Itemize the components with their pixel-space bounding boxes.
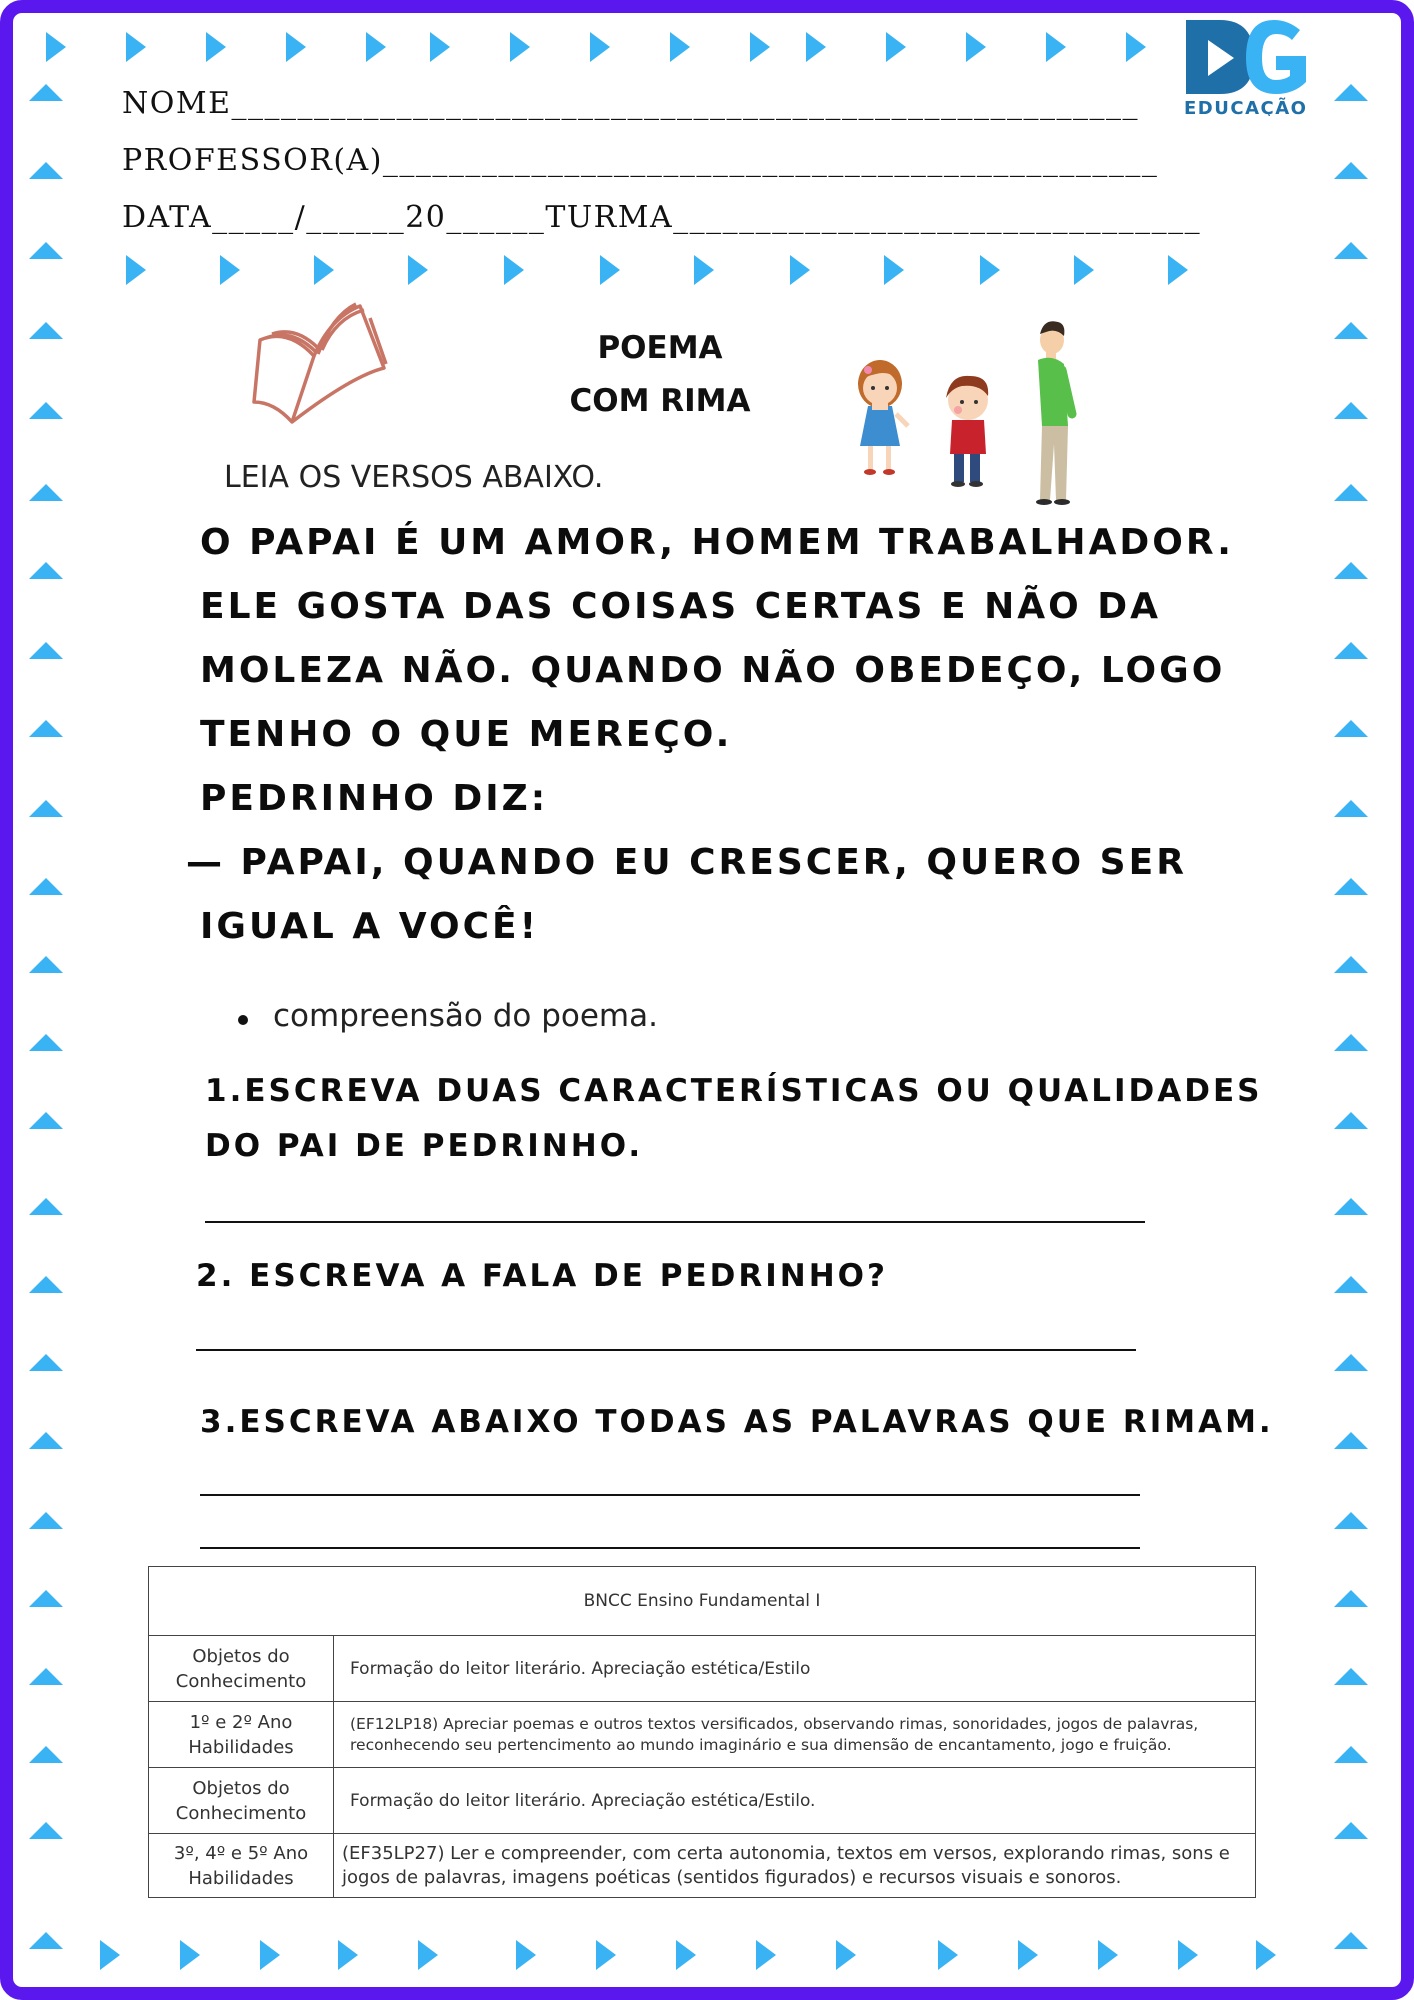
triangle-right-icon (220, 255, 240, 285)
triangle-up-icon (29, 956, 63, 973)
triangle-up-icon (1334, 484, 1368, 501)
triangle-right-icon (1074, 255, 1094, 285)
triangle-up-icon (1334, 162, 1368, 179)
triangle-right-icon (694, 255, 714, 285)
triangle-up-icon (29, 322, 63, 339)
triangle-up-icon (1334, 1668, 1368, 1685)
triangle-right-icon (884, 255, 904, 285)
bncc-row-4-text: (EF35LP27) Ler e compreender, com certa autonomia, textos em versos, explorando rimas, sons e jogos de palavras, imagens poéticas (sentidos figurados) e recursos visuais e sonoros. (334, 1834, 1256, 1898)
triangle-right-icon (600, 255, 620, 285)
triangle-right-icon (886, 32, 906, 62)
triangle-right-icon (100, 1940, 120, 1970)
triangle-up-icon (1334, 1590, 1368, 1607)
triangle-up-icon (29, 1354, 63, 1371)
triangle-right-icon (504, 255, 524, 285)
triangle-up-icon (1334, 1034, 1368, 1051)
triangle-right-icon (516, 1940, 536, 1970)
bncc-row-3-label: Objetos do Conhecimento (149, 1768, 334, 1834)
triangle-right-icon (430, 32, 450, 62)
triangle-right-icon (590, 32, 610, 62)
bullet-text: compreensão do poema. (273, 998, 658, 1034)
triangle-right-icon (1098, 1940, 1118, 1970)
triangle-up-icon (29, 800, 63, 817)
triangle-right-icon (366, 32, 386, 62)
triangle-right-icon (1178, 1940, 1198, 1970)
instruction-text: LEIA OS VERSOS ABAIXO. (224, 460, 604, 495)
triangle-right-icon (1018, 1940, 1038, 1970)
triangle-up-icon (1334, 562, 1368, 579)
triangle-right-icon (750, 32, 770, 62)
triangle-up-icon (1334, 1198, 1368, 1215)
triangle-right-icon (418, 1940, 438, 1970)
answer-line-4[interactable] (200, 1547, 1140, 1549)
triangle-right-icon (756, 1940, 776, 1970)
triangle-up-icon (29, 1668, 63, 1685)
bncc-row-4-label: 3º, 4º e 5º Ano Habilidades (149, 1834, 334, 1898)
triangle-right-icon (338, 1940, 358, 1970)
triangle-right-icon (46, 32, 66, 62)
triangle-right-icon (1256, 1940, 1276, 1970)
question-3: 3.ESCREVA ABAIXO TODAS AS PALAVRAS QUE RIMAM. (200, 1404, 1274, 1440)
triangle-up-icon (29, 1822, 63, 1839)
triangle-right-icon (206, 32, 226, 62)
triangle-up-icon (1334, 1276, 1368, 1293)
open-book-icon (252, 298, 388, 424)
triangle-right-icon (938, 1940, 958, 1970)
triangle-right-icon (806, 32, 826, 62)
triangle-up-icon (1334, 84, 1368, 101)
boy-figure (946, 376, 988, 487)
triangle-right-icon (314, 255, 334, 285)
bncc-table (148, 1566, 1256, 1898)
bullet-dot (238, 1015, 248, 1025)
bncc-row-1-label: Objetos do Conhecimento (149, 1636, 334, 1702)
triangle-right-icon (1126, 32, 1146, 62)
bncc-row-2-label: 1º e 2º Ano Habilidades (149, 1702, 334, 1768)
question-1-line-2: DO PAI DE PEDRINHO. (205, 1128, 644, 1164)
question-2: 2. ESCREVA A FALA DE PEDRINHO? (196, 1258, 889, 1294)
triangle-up-icon (29, 242, 63, 259)
triangle-up-icon (29, 1432, 63, 1449)
name-field[interactable]: NOME_______________________________________________________ (122, 86, 1139, 121)
father-figure (1036, 321, 1072, 505)
triangle-up-icon (1334, 1112, 1368, 1129)
triangle-up-icon (29, 1512, 63, 1529)
bncc-row-3-text: Formação do leitor literário. Apreciação estética/Estilo. (334, 1768, 1256, 1834)
bncc-row-2-text: (EF12LP18) Apreciar poemas e outros textos versificados, observando rimas, sonoridades, jogos de palavras, reconhecendo seu pertencimento ao mundo imaginário e sua dimensão de encantamento, jogo e fruição. (334, 1702, 1256, 1768)
triangle-up-icon (29, 1198, 63, 1215)
poem-line-2: ELE GOSTA DAS COISAS CERTAS E NÃO DA (200, 586, 1161, 627)
triangle-right-icon (790, 255, 810, 285)
logo-subtitle: EDUCAÇÃO (1184, 98, 1308, 116)
triangle-up-icon (1334, 402, 1368, 419)
bncc-row-1-text: Formação do leitor literário. Apreciação estética/Estilo (334, 1636, 1256, 1702)
triangle-right-icon (980, 255, 1000, 285)
poem-line-4: TENHO O QUE MEREÇO. (200, 714, 733, 755)
triangle-up-icon (1334, 1354, 1368, 1371)
triangle-right-icon (126, 255, 146, 285)
triangle-right-icon (260, 1940, 280, 1970)
girl-figure (858, 360, 908, 475)
triangle-right-icon (286, 32, 306, 62)
triangle-up-icon (29, 1276, 63, 1293)
triangle-up-icon (29, 162, 63, 179)
triangle-up-icon (1334, 800, 1368, 817)
triangle-right-icon (596, 1940, 616, 1970)
triangle-up-icon (1334, 242, 1368, 259)
family-illustration (846, 314, 1096, 510)
poem-line-3: MOLEZA NÃO. QUANDO NÃO OBEDEÇO, LOGO (200, 650, 1226, 691)
poem-line-1: O PAPAI É UM AMOR, HOMEM TRABALHADOR. (200, 522, 1234, 563)
triangle-up-icon (29, 720, 63, 737)
triangle-right-icon (1168, 255, 1188, 285)
triangle-up-icon (1334, 878, 1368, 895)
triangle-right-icon (670, 32, 690, 62)
triangle-up-icon (1334, 1932, 1368, 1949)
bncc-header: BNCC Ensino Fundamental I (149, 1567, 1256, 1636)
poem-line-7: IGUAL A VOCÊ! (200, 906, 540, 947)
triangle-right-icon (676, 1940, 696, 1970)
triangle-up-icon (29, 484, 63, 501)
answer-line-3[interactable] (200, 1494, 1140, 1496)
title-line-2: COM RIMA (569, 383, 751, 419)
triangle-up-icon (1334, 956, 1368, 973)
title-line-1: POEMA (597, 330, 723, 366)
triangle-up-icon (29, 562, 63, 579)
triangle-right-icon (510, 32, 530, 62)
triangle-right-icon (180, 1940, 200, 1970)
triangle-up-icon (29, 402, 63, 419)
date-class-field[interactable]: DATA_____/______20______TURMA________________________________ (122, 200, 1202, 235)
triangle-up-icon (1334, 720, 1368, 737)
triangle-right-icon (1046, 32, 1066, 62)
triangle-up-icon (29, 878, 63, 895)
poem-line-6: — PAPAI, QUANDO EU CRESCER, QUERO SER (186, 842, 1187, 883)
triangle-up-icon (29, 1932, 63, 1949)
triangle-up-icon (29, 84, 63, 101)
triangle-up-icon (1334, 1746, 1368, 1763)
poem-line-5: PEDRINHO DIZ: (200, 778, 549, 819)
answer-line-1[interactable] (205, 1221, 1145, 1223)
triangle-right-icon (126, 32, 146, 62)
question-1-line-1: 1.ESCREVA DUAS CARACTERÍSTICAS OU QUALIDADES (205, 1073, 1263, 1109)
triangle-right-icon (408, 255, 428, 285)
dg-logo (1182, 16, 1332, 116)
answer-line-2[interactable] (196, 1349, 1136, 1351)
triangle-up-icon (29, 1590, 63, 1607)
triangle-up-icon (29, 1112, 63, 1129)
triangle-up-icon (1334, 1432, 1368, 1449)
teacher-field[interactable]: PROFESSOR(A)_______________________________________________ (122, 143, 1159, 178)
triangle-up-icon (1334, 322, 1368, 339)
triangle-up-icon (1334, 1822, 1368, 1839)
triangle-up-icon (29, 1746, 63, 1763)
triangle-up-icon (1334, 642, 1368, 659)
triangle-right-icon (836, 1940, 856, 1970)
triangle-right-icon (966, 32, 986, 62)
triangle-up-icon (29, 1034, 63, 1051)
triangle-up-icon (29, 642, 63, 659)
triangle-up-icon (1334, 1512, 1368, 1529)
